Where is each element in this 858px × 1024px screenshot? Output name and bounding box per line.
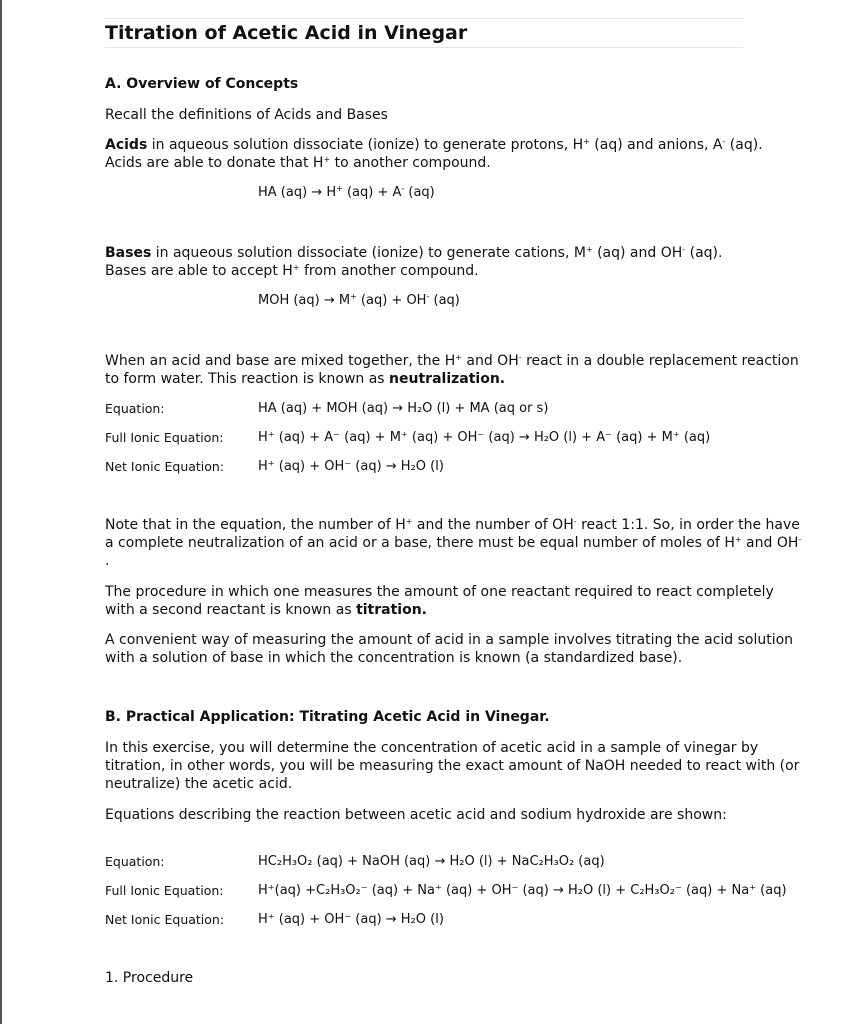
acid-dissociation-equation: HA (aq) → H+ (aq) + A- (aq) bbox=[258, 184, 435, 200]
recall-text: Recall the definitions of Acids and Bases bbox=[105, 107, 388, 123]
equations-intro: Equations describing the reaction between acetic acid and sodium hydroxide are shown: bbox=[105, 807, 727, 823]
equation-label-1: Equation: bbox=[105, 401, 165, 416]
full-ionic-label-1: Full Ionic Equation: bbox=[105, 430, 224, 445]
note-paragraph: Note that in the equation, the number of H+ and the number of OH- react 1:1. So, in order the have a complete neutralization of an acid or a base, there must be equal number of moles of H+ and OH- . bbox=[105, 517, 802, 569]
equation-2: HC₂H₃O₂ (aq) + NaOH (aq) → H₂O (l) + NaC₂H₃O₂ (aq) bbox=[258, 854, 605, 869]
equation-label-2: Equation: bbox=[105, 854, 165, 869]
net-ionic-label-1: Net Ionic Equation: bbox=[105, 459, 225, 474]
section-a-heading: A. Overview of Concepts bbox=[105, 76, 299, 92]
page-edge bbox=[0, 0, 2, 1024]
equation-1: HA (aq) + MOH (aq) → H₂O (l) + MA (aq or s) bbox=[258, 401, 549, 416]
procedure-heading: 1. Procedure bbox=[105, 970, 194, 986]
title-rule-top bbox=[105, 18, 743, 19]
base-dissociation-equation: MOH (aq) → M+ (aq) + OH- (aq) bbox=[258, 292, 460, 308]
full-ionic-equation-2: H⁺(aq) +C₂H₃O₂⁻ (aq) + Na⁺ (aq) + OH⁻ (aq) → H₂O (l) + C₂H₃O₂⁻ (aq) + Na⁺ (aq) bbox=[258, 883, 787, 898]
convenient-paragraph: A convenient way of measuring the amount of acid in a sample involves titrating the acid solution with a solution of base in which the concentration is known (a standardized base). bbox=[105, 632, 794, 666]
title-rule-bottom bbox=[105, 47, 743, 48]
net-ionic-equation-2: H⁺ (aq) + OH⁻ (aq) → H₂O (l) bbox=[258, 912, 444, 927]
neutralization-paragraph: When an acid and base are mixed together, the H+ and OH- react in a double replacement reaction to form water. This reaction is known as neutralization. bbox=[105, 353, 799, 387]
net-ionic-label-2: Net Ionic Equation: bbox=[105, 912, 225, 927]
bases-paragraph: Bases in aqueous solution dissociate (ionize) to generate cations, M+ (aq) and OH- (aq). Bases are able to accept H+ from another compound. bbox=[105, 245, 723, 279]
titration-paragraph: The procedure in which one measures the amount of one reactant required to react completely with a second reactant is known as titration. bbox=[105, 584, 774, 618]
exercise-intro: In this exercise, you will determine the concentration of acetic acid in a sample of vinegar by titration, in other words, you will be measuring the exact amount of NaOH needed to react with (or neutralize) the acetic acid. bbox=[105, 740, 800, 792]
section-b-heading: B. Practical Application: Titrating Acetic Acid in Vinegar. bbox=[105, 709, 550, 725]
full-ionic-equation-1: H⁺ (aq) + A⁻ (aq) + M⁺ (aq) + OH⁻ (aq) → H₂O (l) + A⁻ (aq) + M⁺ (aq) bbox=[258, 430, 711, 445]
net-ionic-equation-1: H⁺ (aq) + OH⁻ (aq) → H₂O (l) bbox=[258, 459, 444, 474]
page-title: Titration of Acetic Acid in Vinegar bbox=[105, 22, 468, 44]
acids-paragraph: Acids in aqueous solution dissociate (ionize) to generate protons, H+ (aq) and anions, A- (aq). Acids are able to donate that H+ to another compound. bbox=[105, 137, 763, 171]
full-ionic-label-2: Full Ionic Equation: bbox=[105, 883, 224, 898]
